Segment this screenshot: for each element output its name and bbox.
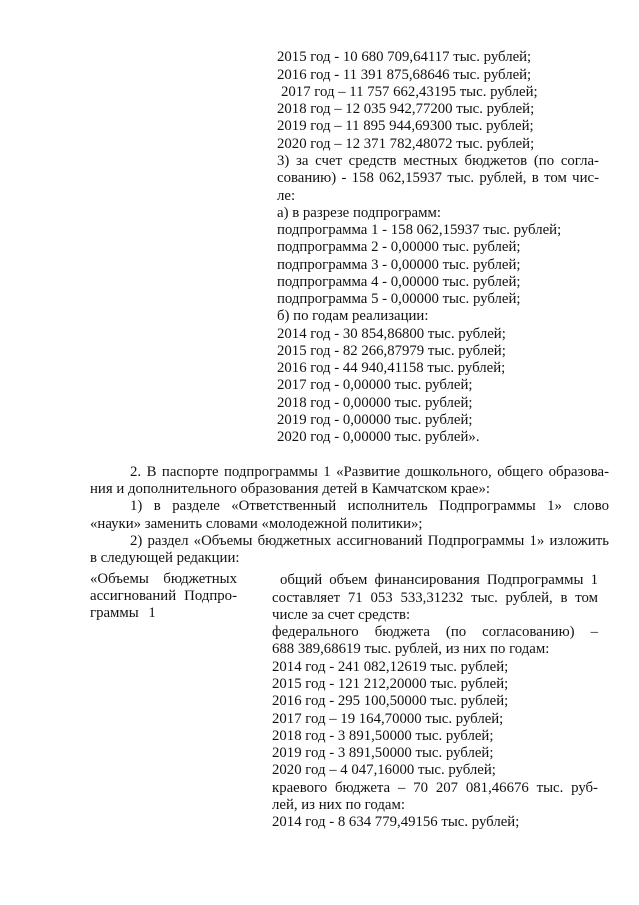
federal-year-line: 2016 год - 295 100,50000 тыс. рублей; — [272, 693, 509, 710]
federal-year-line: 2018 год - 3 891,50000 тыс. рублей; — [272, 727, 494, 744]
year-funding-line: 2018 год - 0,00000 тыс. рублей; — [277, 394, 473, 411]
local-budgets-line: ле: — [277, 187, 296, 204]
funding-line-2020: 2020 год – 12 371 782,48072 тыс. рублей; — [277, 135, 535, 152]
funding-line-2019: 2019 год – 11 895 944,69300 тыс. рублей; — [277, 118, 534, 135]
passport-label-line: граммы 1 — [90, 605, 156, 622]
passport-label-cell — [90, 571, 237, 623]
regional-budget-line: краевого бюджета – 70 207 081,46676 тыс. руб- — [272, 779, 598, 796]
regional-year-line: 2014 год - 8 634 779,49156 тыс. рублей; — [272, 814, 520, 831]
year-funding-line: 2016 год - 44 940,41158 тыс. рублей; — [277, 360, 506, 377]
year-funding-line: 2014 год - 30 854,86800 тыс. рублей; — [277, 325, 506, 342]
federal-year-line: 2020 год – 4 047,16000 тыс. рублей; — [272, 762, 496, 779]
regional-budget-line: лей, из них по годам: — [272, 796, 405, 813]
funding-line-2017: 2017 год – 11 757 662,43195 тыс. рублей; — [281, 83, 538, 100]
federal-year-line: 2019 год - 3 891,50000 тыс. рублей; — [272, 745, 494, 762]
federal-year-line: 2015 год - 121 212,20000 тыс. рублей; — [272, 675, 509, 692]
by-subprogram-heading: а) в разрезе подпрограмм: — [277, 204, 441, 221]
passport-label-line: ассигнований Подпро- — [90, 587, 237, 604]
passport-value-cell — [272, 572, 598, 831]
federal-budget-line: федерального бюджета (по согласованию) – — [272, 624, 598, 641]
subprogram-funding-line: подпрограмма 1 - 158 062,15937 тыс. рублей; — [277, 222, 562, 239]
year-funding-line: 2019 год - 0,00000 тыс. рублей; — [277, 411, 473, 428]
amendment-text — [90, 464, 609, 568]
amendment-point-1-line: «науки» заменить словами «молодежной политики»; — [90, 515, 423, 532]
funding-line-2016: 2016 год - 11 391 875,68646 тыс. рублей; — [277, 66, 532, 83]
federal-year-line: 2017 год – 19 164,70000 тыс. рублей; — [272, 710, 504, 727]
amendment-point-2-line: в следующей редакции: — [90, 550, 240, 567]
passport-label-line: «Объемы бюджетных — [90, 570, 237, 587]
amendment-item-2-line: ния и дополнительного образования детей в Камчатском крае»: — [90, 481, 490, 498]
passport-value-line: составляет 71 053 533,31232 тыс. рублей, в том — [272, 589, 598, 606]
subprogram-funding-line: подпрограмма 2 - 0,00000 тыс. рублей; — [277, 239, 521, 256]
funding-line-2015: 2015 год - 10 680 709,64117 тыс. рублей; — [277, 49, 532, 66]
amendment-point-2-line: 2) раздел «Объемы бюджетных ассигнований Подпрограммы 1» изложить — [130, 532, 609, 549]
amendment-point-1-line: 1) в разделе «Ответственный исполнитель Подпрограммы 1» слово — [130, 498, 609, 515]
year-funding-line: 2017 год - 0,00000 тыс. рублей; — [277, 377, 473, 394]
federal-budget-line: 688 389,68619 тыс. рублей, из них по годам: — [272, 641, 550, 658]
subprogram-funding-line: подпрограмма 5 - 0,00000 тыс. рублей; — [277, 291, 521, 308]
local-budgets-line: сованию) - 158 062,15937 тыс. рублей, в том чис- — [277, 170, 599, 187]
passport-value-line: числе за счет средств: — [272, 606, 411, 623]
funding-continuation-block — [277, 49, 599, 446]
subprogram-funding-line: подпрограмма 3 - 0,00000 тыс. рублей; — [277, 256, 521, 273]
amendment-item-2-line: 2. В паспорте подпрограммы 1 «Развитие дошкольного, общего образова- — [130, 463, 609, 480]
passport-value-line: общий объем финансирования Подпрограммы 1 — [280, 572, 598, 589]
federal-year-line: 2014 год - 241 082,12619 тыс. рублей; — [272, 658, 509, 675]
year-funding-line: 2020 год - 0,00000 тыс. рублей». — [277, 429, 480, 446]
local-budgets-line: 3) за счет средств местных бюджетов (по согла- — [277, 152, 599, 169]
funding-line-2018: 2018 год – 12 035 942,77200 тыс. рублей; — [277, 101, 535, 118]
subprogram-funding-line: подпрограмма 4 - 0,00000 тыс. рублей; — [277, 273, 521, 290]
by-year-heading: б) по годам реализации: — [277, 308, 429, 325]
year-funding-line: 2015 год - 82 266,87979 тыс. рублей; — [277, 342, 506, 359]
